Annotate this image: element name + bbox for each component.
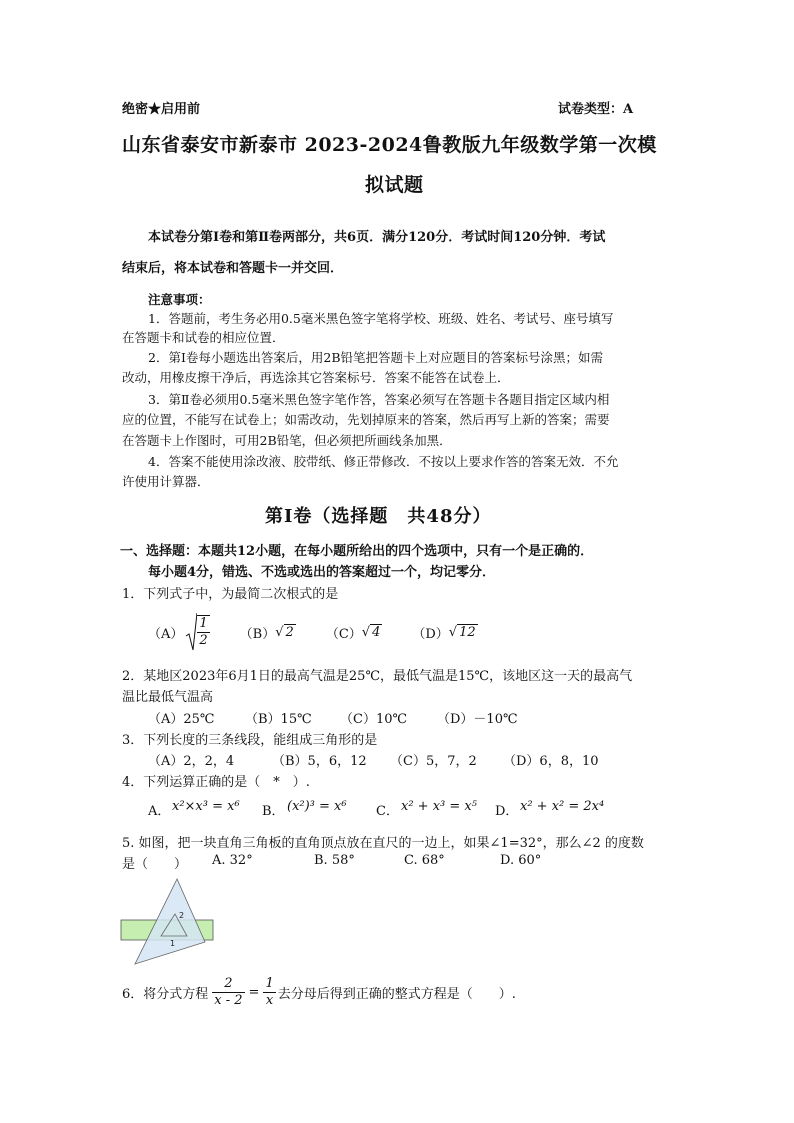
q5-figure bbox=[115, 876, 225, 972]
q6-prefix: 6．将分式方程 bbox=[122, 987, 209, 1002]
q2-option-b: （B）15℃ bbox=[245, 712, 312, 727]
q5-option-b: B. 58° bbox=[314, 853, 355, 868]
notes-heading: 注意事项： bbox=[148, 292, 211, 307]
intro-line2: 结束后，将本试卷和答题卡一并交回． bbox=[122, 261, 344, 276]
note-1-line2: 在答题卡和试卷的相应位置． bbox=[122, 330, 285, 345]
q4-option-c-label: C． bbox=[376, 804, 399, 819]
q6-fraction-2: $\frac{1}{x}$ bbox=[265, 976, 274, 1008]
section-instruction-2: 每小题4分，错选、不选或选出的答案超过一个，均记零分． bbox=[148, 565, 496, 580]
q3-option-d: （D）6，8，10 bbox=[503, 754, 599, 769]
q4-option-a-expr: x²×x³ = x⁶ bbox=[172, 799, 240, 814]
q1-stem: 1．下列式子中，为最简二次根式的是 bbox=[122, 587, 339, 602]
q3-option-c: （C）5，7，2 bbox=[390, 754, 477, 769]
q1-options bbox=[148, 612, 478, 652]
q4-option-c-expr: x² + x³ = x⁵ bbox=[401, 799, 477, 814]
confidential-label: 绝密★启用前 bbox=[122, 102, 201, 117]
note-3-line2: 应的位置，不能写在试卷上；如需改动，先划掉原来的答案，然后再写上新的答案；需要 bbox=[122, 412, 610, 427]
q1-a-denominator: 2 bbox=[199, 633, 208, 648]
q3-stem: 3．下列长度的三条线段，能组成三角形的是 bbox=[122, 733, 378, 748]
q3-option-a: （A）2，2，4 bbox=[148, 754, 235, 769]
q4-option-b-expr: (x²)³ = x⁶ bbox=[287, 799, 347, 814]
paper-type-label: 试卷类型：A bbox=[558, 102, 634, 117]
note-4-line1: 4．答案不能使用涂改液、胶带纸、修正带修改．不按以上要求作答的答案无效．不允 bbox=[148, 454, 619, 469]
q6-fraction-1: $\frac{2}{x - 2}$ bbox=[214, 976, 243, 1008]
q2-stem-line2: 温比最低气温高 bbox=[122, 690, 214, 705]
q4-option-d-label: D． bbox=[495, 804, 519, 819]
q1-option-c-label: （C） bbox=[325, 626, 362, 642]
note-2-line2: 改动，用橡皮擦干净后，再选涂其它答案标号．答案不能答在试卷上． bbox=[122, 370, 510, 385]
angle-2-label: 2 bbox=[179, 911, 185, 920]
q6-line bbox=[122, 976, 516, 1009]
q4-option-d-expr: x² + x² = 2x⁴ bbox=[520, 799, 605, 814]
q2-option-c: （C）10℃ bbox=[340, 712, 408, 727]
radical-sign-icon bbox=[185, 612, 197, 652]
q1-option-d-label: （D） bbox=[412, 626, 449, 642]
page-title-line1: 山东省泰安市新泰市 2023-2024鲁教版九年级数学第一次模 bbox=[122, 134, 657, 156]
q6-equals: = bbox=[248, 985, 260, 1000]
q1-option-b-expr: √ 2 bbox=[275, 624, 294, 640]
q1-option-a-label: （A） bbox=[148, 626, 184, 642]
note-2-line1: 2．第Ⅰ卷每小题选出答案后，用2B铅笔把答题卡上对应题目的答案标号涂黑；如需 bbox=[148, 350, 604, 365]
q2-option-d: （D）－10℃ bbox=[437, 712, 518, 727]
q6-suffix: 去分母后得到正确的整式方程是（ ）. bbox=[277, 987, 516, 1002]
q1-option-d-expr: √ 12 bbox=[448, 624, 476, 640]
q4-stem: 4．下列运算正确的是（ * ）. bbox=[122, 775, 310, 790]
angle-1-label: 1 bbox=[170, 939, 176, 948]
section-title: 第Ⅰ卷（选择题 共48分） bbox=[265, 506, 492, 527]
note-3-line1: 3．第Ⅱ卷必须用0.5毫米黑色签字笔作答，答案必须写在答题卡各题目指定区域内相 bbox=[148, 392, 610, 407]
q1-option-b-label: （B） bbox=[239, 626, 276, 642]
note-4-line2: 许使用计算器． bbox=[122, 474, 210, 489]
q5-option-a: A. 32° bbox=[212, 853, 253, 868]
q5-stem-line1: 5. 如图，把一块直角三角板的直角顶点放在直尺的一边上，如果∠1=32°，那么∠2 的度数 bbox=[122, 836, 644, 851]
q5-stem-line2: 是（ ） bbox=[122, 857, 188, 872]
intro-line1: 本试卷分第Ⅰ卷和第Ⅱ卷两部分，共6页．满分120分．考试时间120分钟．考试 bbox=[148, 230, 606, 245]
q2-option-a: （A）25℃ bbox=[148, 712, 215, 727]
q5-option-c: C. 68° bbox=[404, 853, 445, 868]
q4-option-b-label: B． bbox=[262, 804, 285, 819]
q4-option-a-label: A． bbox=[148, 804, 171, 819]
section-instruction-1: 一、选择题：本题共12小题，在每小题所给出的四个选项中，只有一个是正确的． bbox=[120, 544, 594, 559]
q2-stem-line1: 2．某地区2023年6月1日的最高气温是25℃，最低气温是15℃，该地区这一天的最高气 bbox=[122, 669, 633, 684]
note-3-line3: 在答题卡上作图时，可用2B铅笔，但必须把所画线条加黑． bbox=[122, 433, 452, 448]
q1-a-numerator: 1 bbox=[199, 616, 208, 631]
note-1-line1: 1．答题前，考生务必用0.5毫米黑色签字笔将学校、班级、姓名、考试号、座号填写 bbox=[148, 311, 614, 326]
q1-option-c-expr: √ 4 bbox=[361, 624, 381, 640]
q1-option-a-expr bbox=[185, 612, 209, 652]
page-title-line2: 拟试题 bbox=[365, 174, 424, 196]
q3-option-b: （B）5，6，12 bbox=[272, 754, 367, 769]
q5-option-d: D. 60° bbox=[500, 853, 542, 868]
